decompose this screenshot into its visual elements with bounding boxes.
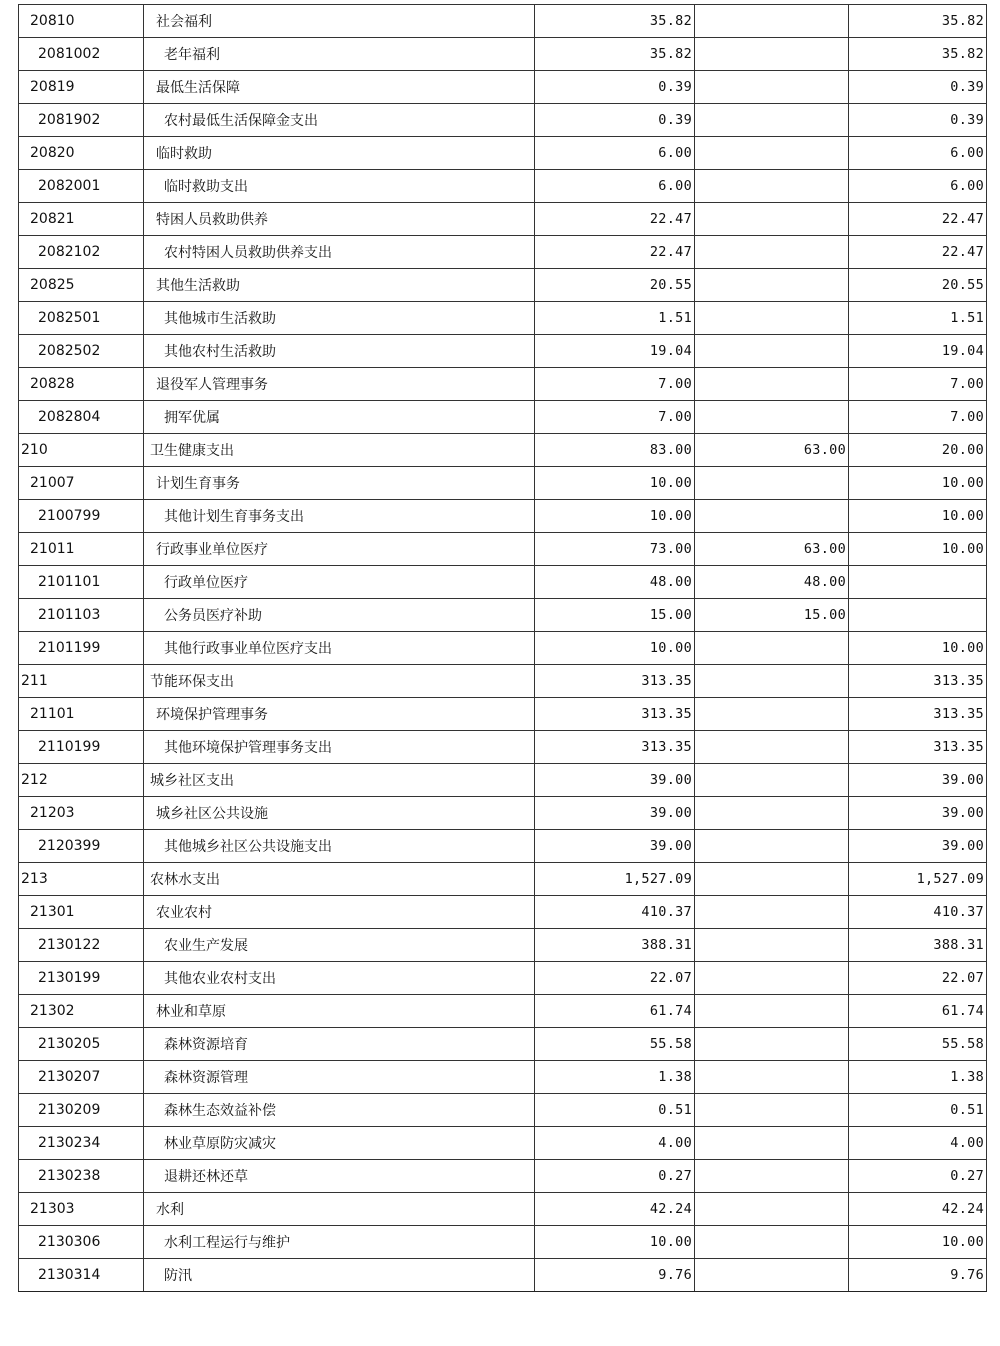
row-code: 20819	[19, 71, 144, 104]
row-basic	[695, 863, 849, 896]
row-name: 老年福利	[144, 38, 535, 71]
row-basic	[695, 236, 849, 269]
table-row	[19, 467, 987, 500]
table-row	[19, 698, 987, 731]
row-code: 2101199	[19, 632, 144, 665]
row-total: 42.24	[535, 1193, 695, 1226]
row-name: 其他农业农村支出	[144, 962, 535, 995]
row-basic	[695, 1193, 849, 1226]
row-name: 其他农村生活救助	[144, 335, 535, 368]
row-name: 其他环境保护管理事务支出	[144, 731, 535, 764]
table-row	[19, 1193, 987, 1226]
table-row	[19, 665, 987, 698]
row-project: 42.24	[849, 1193, 987, 1226]
row-project: 313.35	[849, 698, 987, 731]
table-row	[19, 797, 987, 830]
row-code: 21303	[19, 1193, 144, 1226]
row-total: 39.00	[535, 764, 695, 797]
table-row	[19, 236, 987, 269]
row-code: 2130205	[19, 1028, 144, 1061]
table-row	[19, 269, 987, 302]
row-project: 0.51	[849, 1094, 987, 1127]
row-project: 0.39	[849, 71, 987, 104]
row-project: 1.51	[849, 302, 987, 335]
row-code: 2110199	[19, 731, 144, 764]
row-project: 10.00	[849, 500, 987, 533]
row-basic	[695, 698, 849, 731]
row-project: 20.00	[849, 434, 987, 467]
row-basic	[695, 500, 849, 533]
table-row	[19, 863, 987, 896]
row-basic	[695, 665, 849, 698]
row-name: 林业草原防灾减灾	[144, 1127, 535, 1160]
table-body	[19, 5, 987, 1292]
row-total: 410.37	[535, 896, 695, 929]
row-code: 2130238	[19, 1160, 144, 1193]
row-name: 防汛	[144, 1259, 535, 1292]
table-row	[19, 764, 987, 797]
table-row	[19, 533, 987, 566]
row-basic	[695, 170, 849, 203]
row-project: 7.00	[849, 368, 987, 401]
row-total: 0.27	[535, 1160, 695, 1193]
row-name: 林业和草原	[144, 995, 535, 1028]
row-code: 21301	[19, 896, 144, 929]
table-row	[19, 1061, 987, 1094]
row-code: 20825	[19, 269, 144, 302]
row-total: 22.47	[535, 203, 695, 236]
row-code: 211	[19, 665, 144, 698]
table-row	[19, 71, 987, 104]
row-code: 2120399	[19, 830, 144, 863]
row-basic	[695, 1160, 849, 1193]
row-total: 10.00	[535, 500, 695, 533]
table-row	[19, 104, 987, 137]
row-project: 7.00	[849, 401, 987, 434]
row-total: 35.82	[535, 38, 695, 71]
row-name: 农村特困人员救助供养支出	[144, 236, 535, 269]
table-row	[19, 1259, 987, 1292]
row-total: 39.00	[535, 797, 695, 830]
row-total: 7.00	[535, 401, 695, 434]
row-basic	[695, 995, 849, 1028]
row-basic	[695, 203, 849, 236]
row-name: 城乡社区公共设施	[144, 797, 535, 830]
row-total: 388.31	[535, 929, 695, 962]
table-row	[19, 731, 987, 764]
row-code: 20821	[19, 203, 144, 236]
row-code: 2130234	[19, 1127, 144, 1160]
row-code: 20828	[19, 368, 144, 401]
row-total: 83.00	[535, 434, 695, 467]
row-total: 10.00	[535, 632, 695, 665]
row-total: 1.51	[535, 302, 695, 335]
row-code: 21007	[19, 467, 144, 500]
row-basic	[695, 830, 849, 863]
table-row	[19, 500, 987, 533]
row-total: 48.00	[535, 566, 695, 599]
row-total: 73.00	[535, 533, 695, 566]
row-basic	[695, 929, 849, 962]
row-name: 退耕还林还草	[144, 1160, 535, 1193]
row-basic: 63.00	[695, 434, 849, 467]
row-code: 2130209	[19, 1094, 144, 1127]
row-name: 其他行政事业单位医疗支出	[144, 632, 535, 665]
table-row	[19, 896, 987, 929]
row-project: 410.37	[849, 896, 987, 929]
row-project: 6.00	[849, 137, 987, 170]
row-project: 19.04	[849, 335, 987, 368]
table-row	[19, 5, 987, 38]
row-basic	[695, 632, 849, 665]
table-row	[19, 434, 987, 467]
row-basic	[695, 302, 849, 335]
row-name: 其他计划生育事务支出	[144, 500, 535, 533]
row-code: 2130199	[19, 962, 144, 995]
row-project: 39.00	[849, 830, 987, 863]
row-basic	[695, 1226, 849, 1259]
row-project: 61.74	[849, 995, 987, 1028]
row-project: 10.00	[849, 1226, 987, 1259]
row-project: 35.82	[849, 38, 987, 71]
table-row	[19, 368, 987, 401]
row-name: 水利	[144, 1193, 535, 1226]
row-project: 55.58	[849, 1028, 987, 1061]
row-code: 2082501	[19, 302, 144, 335]
table-row	[19, 995, 987, 1028]
row-code: 20820	[19, 137, 144, 170]
row-project: 0.39	[849, 104, 987, 137]
row-basic	[695, 1259, 849, 1292]
row-code: 2130306	[19, 1226, 144, 1259]
row-project	[849, 599, 987, 632]
row-total: 313.35	[535, 665, 695, 698]
row-project: 0.27	[849, 1160, 987, 1193]
row-basic	[695, 797, 849, 830]
row-basic	[695, 467, 849, 500]
row-total: 0.51	[535, 1094, 695, 1127]
table-row	[19, 1226, 987, 1259]
row-code: 2100799	[19, 500, 144, 533]
row-basic	[695, 269, 849, 302]
row-name: 环境保护管理事务	[144, 698, 535, 731]
row-total: 0.39	[535, 104, 695, 137]
row-total: 6.00	[535, 137, 695, 170]
row-code: 2130314	[19, 1259, 144, 1292]
table-row	[19, 401, 987, 434]
row-basic	[695, 137, 849, 170]
row-basic	[695, 38, 849, 71]
row-name: 农林水支出	[144, 863, 535, 896]
row-project: 10.00	[849, 632, 987, 665]
row-name: 社会福利	[144, 5, 535, 38]
row-total: 1.38	[535, 1061, 695, 1094]
table-row	[19, 1028, 987, 1061]
row-basic	[695, 1094, 849, 1127]
row-project: 388.31	[849, 929, 987, 962]
row-name: 公务员医疗补助	[144, 599, 535, 632]
row-project: 1.38	[849, 1061, 987, 1094]
row-name: 临时救助支出	[144, 170, 535, 203]
row-basic	[695, 335, 849, 368]
row-project: 10.00	[849, 533, 987, 566]
row-code: 212	[19, 764, 144, 797]
row-project: 39.00	[849, 764, 987, 797]
row-name: 退役军人管理事务	[144, 368, 535, 401]
table-row	[19, 137, 987, 170]
row-name: 卫生健康支出	[144, 434, 535, 467]
row-project: 6.00	[849, 170, 987, 203]
row-code: 2082502	[19, 335, 144, 368]
row-project: 313.35	[849, 665, 987, 698]
row-total: 20.55	[535, 269, 695, 302]
table-row	[19, 335, 987, 368]
row-project: 39.00	[849, 797, 987, 830]
row-basic	[695, 764, 849, 797]
row-code: 2101103	[19, 599, 144, 632]
row-name: 行政事业单位医疗	[144, 533, 535, 566]
table-row	[19, 1127, 987, 1160]
row-basic	[695, 401, 849, 434]
table-row	[19, 962, 987, 995]
row-basic: 63.00	[695, 533, 849, 566]
table-row	[19, 599, 987, 632]
table-row	[19, 566, 987, 599]
row-name: 最低生活保障	[144, 71, 535, 104]
table-row	[19, 38, 987, 71]
row-total: 10.00	[535, 1226, 695, 1259]
row-total: 7.00	[535, 368, 695, 401]
row-code: 2082804	[19, 401, 144, 434]
row-name: 农业农村	[144, 896, 535, 929]
row-basic: 48.00	[695, 566, 849, 599]
row-name: 城乡社区支出	[144, 764, 535, 797]
row-project: 22.07	[849, 962, 987, 995]
row-name: 森林资源管理	[144, 1061, 535, 1094]
table-row	[19, 830, 987, 863]
row-name: 农业生产发展	[144, 929, 535, 962]
budget-expenditure-table	[18, 4, 987, 1292]
row-basic	[695, 1127, 849, 1160]
row-basic	[695, 104, 849, 137]
row-total: 313.35	[535, 698, 695, 731]
row-basic	[695, 1061, 849, 1094]
row-name: 特困人员救助供养	[144, 203, 535, 236]
row-code: 210	[19, 434, 144, 467]
row-basic	[695, 71, 849, 104]
row-name: 农村最低生活保障金支出	[144, 104, 535, 137]
row-total: 39.00	[535, 830, 695, 863]
row-project	[849, 566, 987, 599]
row-code: 21203	[19, 797, 144, 830]
row-code: 213	[19, 863, 144, 896]
row-total: 55.58	[535, 1028, 695, 1061]
row-basic: 15.00	[695, 599, 849, 632]
row-name: 森林资源培育	[144, 1028, 535, 1061]
row-code: 2101101	[19, 566, 144, 599]
row-code: 2130207	[19, 1061, 144, 1094]
row-name: 拥军优属	[144, 401, 535, 434]
row-project: 1,527.09	[849, 863, 987, 896]
row-code: 2082102	[19, 236, 144, 269]
table-row	[19, 1094, 987, 1127]
row-name: 临时救助	[144, 137, 535, 170]
row-basic	[695, 731, 849, 764]
row-project: 9.76	[849, 1259, 987, 1292]
row-total: 35.82	[535, 5, 695, 38]
table-row	[19, 1160, 987, 1193]
row-name: 其他城乡社区公共设施支出	[144, 830, 535, 863]
row-basic	[695, 5, 849, 38]
row-basic	[695, 1028, 849, 1061]
row-project: 4.00	[849, 1127, 987, 1160]
row-project: 22.47	[849, 203, 987, 236]
row-basic	[695, 368, 849, 401]
table-row	[19, 170, 987, 203]
row-project: 22.47	[849, 236, 987, 269]
row-name: 行政单位医疗	[144, 566, 535, 599]
row-total: 19.04	[535, 335, 695, 368]
row-total: 15.00	[535, 599, 695, 632]
row-code: 2082001	[19, 170, 144, 203]
row-total: 22.47	[535, 236, 695, 269]
row-basic	[695, 962, 849, 995]
row-total: 61.74	[535, 995, 695, 1028]
row-name: 森林生态效益补偿	[144, 1094, 535, 1127]
row-total: 6.00	[535, 170, 695, 203]
row-name: 节能环保支出	[144, 665, 535, 698]
row-name: 计划生育事务	[144, 467, 535, 500]
row-code: 21302	[19, 995, 144, 1028]
row-project: 313.35	[849, 731, 987, 764]
row-code: 2081002	[19, 38, 144, 71]
row-name: 其他生活救助	[144, 269, 535, 302]
row-project: 10.00	[849, 467, 987, 500]
table-row	[19, 203, 987, 236]
table-row	[19, 302, 987, 335]
row-code: 20810	[19, 5, 144, 38]
row-code: 2130122	[19, 929, 144, 962]
row-total: 4.00	[535, 1127, 695, 1160]
row-total: 0.39	[535, 71, 695, 104]
row-total: 1,527.09	[535, 863, 695, 896]
row-code: 2081902	[19, 104, 144, 137]
row-project: 20.55	[849, 269, 987, 302]
row-total: 9.76	[535, 1259, 695, 1292]
row-project: 35.82	[849, 5, 987, 38]
row-total: 22.07	[535, 962, 695, 995]
row-code: 21011	[19, 533, 144, 566]
row-total: 10.00	[535, 467, 695, 500]
row-total: 313.35	[535, 731, 695, 764]
row-basic	[695, 896, 849, 929]
table-row	[19, 929, 987, 962]
row-name: 其他城市生活救助	[144, 302, 535, 335]
row-name: 水利工程运行与维护	[144, 1226, 535, 1259]
row-code: 21101	[19, 698, 144, 731]
table-row	[19, 632, 987, 665]
